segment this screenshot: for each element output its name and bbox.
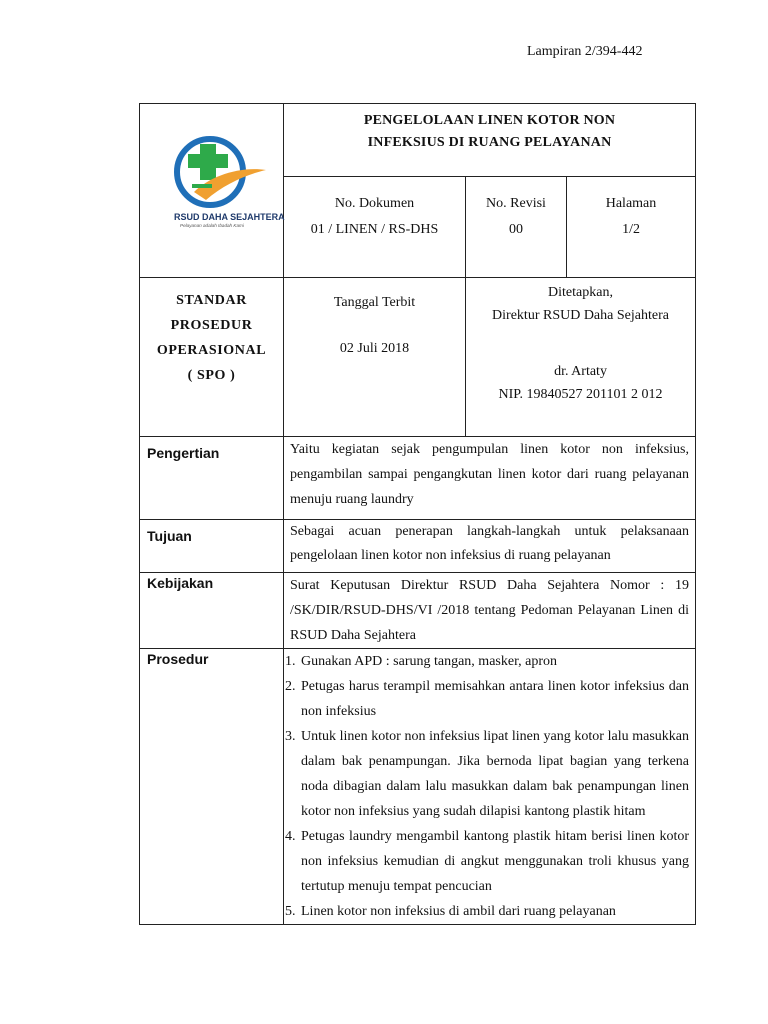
no-revisi-cell xyxy=(466,177,567,278)
ditetapkan-line-2: Direktur RSUD Daha Sejahtera xyxy=(492,308,669,323)
spo-line-1: STANDAR xyxy=(176,293,247,308)
spo-line-4: ( SPO ) xyxy=(187,368,236,383)
logo-cell xyxy=(140,104,284,278)
lampiran-reference: Lampiran 2/394-442 xyxy=(527,44,643,59)
no-dokumen-cell xyxy=(284,177,466,278)
tanggal-terbit-cell xyxy=(284,278,466,437)
no-dokumen-value: 01 / LINEN / RS-DHS xyxy=(310,222,439,237)
title-line-2: INFEKSIUS DI RUANG PELAYANAN xyxy=(367,135,612,150)
list-item: 3. Untuk linen kotor non infeksius lipat linen yang kotor lalu masukkan dalam bak penampungan. Jika bernoda lipat bagian yang terkena noda dibagian dalam lalu masukkan dalam bak penampungan linen kotor non infeksius yang sudah dilapisi kantong plastik hitam xyxy=(285,729,690,819)
halaman-label: Halaman xyxy=(605,196,657,211)
signatory-nip: NIP. 19840527 201101 2 012 xyxy=(498,387,663,402)
list-item: 2. Petugas harus terampil memisahkan antara linen kotor infeksius dan non infeksius xyxy=(285,679,690,719)
logo-tagline: Pelayanan adalah Ibadah Kami xyxy=(180,223,244,228)
tujuan-text: Sebagai acuan penerapan langkah-langkah untuk pelaksanaan pengelolaan linen kotor non infeksius di ruang pelayanan xyxy=(284,520,696,573)
spo-line-3: OPERASIONAL xyxy=(156,343,267,358)
ditetapkan-cell xyxy=(466,278,696,437)
pengertian-label: Pengertian xyxy=(140,437,284,520)
kebijakan-text: Surat Keputusan Direktur RSUD Daha Sejahtera Nomor : 19 /SK/DIR/RSUD-DHS/VI /2018 tentang Pedoman Pelayanan Linen di RSUD Daha Sejahtera xyxy=(284,573,696,649)
halaman-cell xyxy=(567,177,696,278)
tanggal-terbit-label: Tanggal Terbit xyxy=(333,295,416,310)
spo-heading xyxy=(140,278,284,437)
prosedur-label: Prosedur xyxy=(140,649,284,925)
no-dokumen-label: No. Dokumen xyxy=(334,196,415,211)
list-item: 4. Petugas laundry mengambil kantong plastik hitam berisi linen kotor non infeksius kemudian di angkut menggunakan troli khusus yang tertutup menuju tempat pencucian xyxy=(285,829,690,894)
title-line-1: PENGELOLAAN LINEN KOTOR NON xyxy=(363,113,616,128)
tanggal-terbit-value: 02 Juli 2018 xyxy=(339,341,410,356)
document-title xyxy=(284,104,696,177)
list-item: 1. Gunakan APD : sarung tangan, masker, apron xyxy=(285,654,558,669)
logo-name: RSUD DAHA SEJAHTERA xyxy=(174,212,285,222)
ditetapkan-line-1: Ditetapkan, xyxy=(548,285,613,300)
list-item: 5. Linen kotor non infeksius di ambil dari ruang pelayanan xyxy=(285,904,616,919)
no-revisi-value: 00 xyxy=(509,222,523,237)
spo-line-2: PROSEDUR xyxy=(170,318,253,333)
spo-table xyxy=(139,103,696,925)
no-revisi-label: No. Revisi xyxy=(486,196,546,211)
tujuan-label: Tujuan xyxy=(140,520,284,573)
signatory-name: dr. Artaty xyxy=(554,364,607,379)
hospital-logo-icon xyxy=(170,132,285,230)
kebijakan-label: Kebijakan xyxy=(140,573,284,649)
halaman-value: 1/2 xyxy=(622,222,640,237)
prosedur-cell xyxy=(284,649,696,925)
pengertian-text: Yaitu kegiatan sejak pengumpulan linen kotor non infeksius, pengambilan sampai pengangkutan linen kotor dari ruang pelayanan menuju ruang laundry xyxy=(284,437,696,520)
prosedur-list xyxy=(285,649,695,924)
